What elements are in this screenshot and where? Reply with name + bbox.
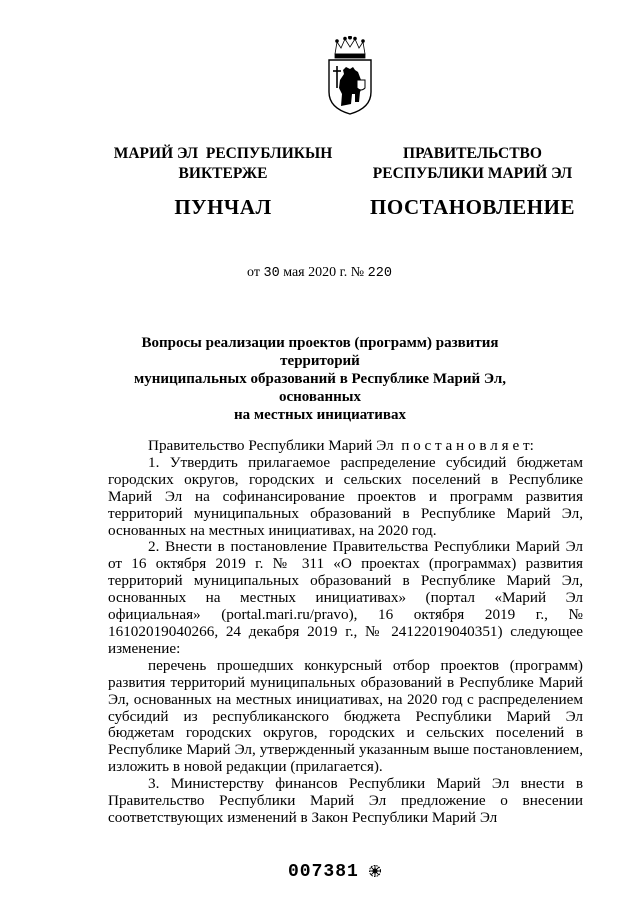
body-intro: Правительство Республики Марий Эл п о с т а н о в л я е т: <box>148 437 534 454</box>
header-left-line1: МАРИЙ ЭЛ РЕСПУБЛИКЫН <box>113 145 333 162</box>
header-left-line2: ВИКТЕРЖЕ <box>178 165 268 182</box>
document-body <box>108 438 583 827</box>
header-left <box>98 144 348 220</box>
title-line2: муниципальных образований в Республике Марий Эл, основанных <box>134 371 506 405</box>
title-line1: Вопросы реализации проектов (программ) развития территорий <box>141 335 499 369</box>
header-left-doc-type: ПУНЧАЛ <box>174 195 272 219</box>
header-right-line2: РЕСПУБЛИКИ МАРИЙ ЭЛ <box>372 165 573 182</box>
serial-number: 007381 <box>288 862 359 882</box>
body-item-2-sub: перечень прошедших конкурсный отбор проектов (программ) развития территорий муниципальных образований в Республике Марий Эл, основанных на местных инициативах, на 2020 год с распределением субсидий из республиканского бюджета Республики Марий Эл бюджетам городских округов, городских и сельских поселений в Республике Марий Эл, утвержденный указанным выше постановлением, изложить в новой редакции (прилагается). <box>108 656 583 776</box>
coat-of-arms-icon <box>325 36 375 116</box>
title-line3: на местных инициативах <box>233 407 407 423</box>
rosette-icon <box>368 864 382 878</box>
document-date <box>0 265 639 281</box>
body-item-3: 3. Министерству финансов Республики Марий Эл внести в Правительство Республики Марий Эл предложение о внесении соответствующих изменений в Закон Республики Марий Эл <box>108 775 583 826</box>
header-right-doc-type: ПОСТАНОВЛЕНИЕ <box>370 195 575 219</box>
date-prefix: от <box>247 265 260 280</box>
date-month-year: мая 2020 г. № <box>283 265 365 280</box>
date-day: 30 <box>263 266 280 281</box>
document-number: 220 <box>367 266 392 281</box>
header-right-line1: ПРАВИТЕЛЬСТВО <box>403 145 542 162</box>
header-right <box>360 144 585 220</box>
body-item-1: 1. Утвердить прилагаемое распределение субсидий бюджетам городских округов, городских и сельских поселений в Республике Марий Эл на софинансирование проектов и программ развития территорий муниципальных образований в Республике Марий Эл, основанных на местных инициативах, на 2020 год. <box>108 453 583 539</box>
body-item-2: 2. Внести в постановление Правительства Республики Марий Эл от 16 октября 2019 г. № 311 «О проектах (программах) развития территорий муниципальных образований в Республике Марий Эл, основанных на местных инициативах» (портал «Марий Эл официальная» (portal.mari.ru/pravo), 16 октября 2019 г., № 16102019040266, 24 декабря 2019 г., № 24122019040351) следующее изменение: <box>108 538 583 657</box>
document-title <box>100 334 540 424</box>
